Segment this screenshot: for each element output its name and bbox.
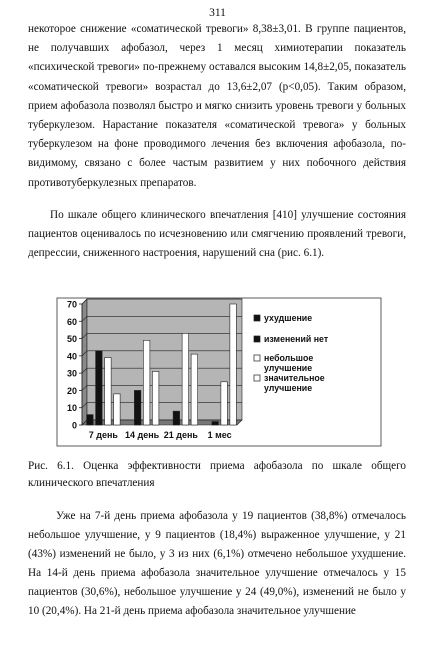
legend-label: небольшое bbox=[264, 353, 314, 363]
x-tick-label: 14 день bbox=[125, 430, 160, 440]
y-tick-label: 30 bbox=[66, 368, 77, 379]
y-tick-label: 40 bbox=[66, 351, 77, 362]
x-tick-label: 7 день bbox=[88, 430, 118, 440]
bar bbox=[230, 304, 237, 425]
x-tick-label: 21 день bbox=[163, 430, 198, 440]
chart-figure bbox=[56, 297, 382, 447]
bar bbox=[212, 422, 219, 425]
bar bbox=[221, 382, 228, 425]
figure-caption: Рис. 6.1. Оценка эффективности приема афобазола по шкале общего клинического впечатления bbox=[28, 460, 406, 489]
bar bbox=[173, 411, 180, 425]
paragraph-1: некоторое снижение «соматической тревоги» 8,38±3,01. В группе пациентов, не получавших афобазол, через 1 месяц химиотерапии показатель «психической тревоги» по-прежнему оставался высоким 14,8±2,05, показатель «соматической тревоги» возрастал до 13,6±2,07 (p<0,05). Таким образом, прием афобазола позволял быстро и мягко снизить уровень тревоги у больных туберкулезом. Нарастание показателя «соматической тревога» у больных туберкулезом на фоне проводимого лечения без включения афобазола, по-видимому, связано с более частым развитием у них побочного действия противотуберкулезных препаратов. bbox=[28, 23, 406, 189]
bar bbox=[143, 340, 150, 425]
bar bbox=[134, 390, 141, 425]
bar bbox=[105, 358, 112, 425]
bar bbox=[182, 333, 189, 425]
y-tick-label: 70 bbox=[66, 299, 77, 310]
paragraph-3: Уже на 7-й день приема афобазола у 19 пациентов (38,8%) отмечалось небольшое улучшение, у 9 пациентов (18,4%) выраженное улучшение, у 21 (43%) изменений не было, у 3 из них (6,1%) отмечено небольшое ухудшение. На 14-й день приема афобазола значительное улучшение отмечалось у 15 пациентов (30,6%), небольшое улучшение у 24 (49,0%), изменений не было у 10 (20,4%). На 21-й день приема афобазола значительное улучшение bbox=[28, 510, 406, 617]
bar bbox=[87, 415, 94, 425]
y-tick-label: 10 bbox=[66, 403, 77, 414]
legend-label: изменений нет bbox=[264, 334, 329, 344]
legend-label: улучшение bbox=[264, 363, 313, 373]
y-tick-label: 60 bbox=[66, 316, 77, 327]
legend-label: значительное bbox=[264, 373, 325, 383]
bar bbox=[191, 354, 198, 425]
bar bbox=[96, 351, 103, 425]
bar-chart bbox=[56, 297, 382, 447]
legend-swatch bbox=[254, 355, 260, 361]
legend-label: улучшение bbox=[264, 383, 313, 393]
bar bbox=[152, 371, 159, 425]
legend-swatch bbox=[254, 336, 260, 342]
page-number: 311 bbox=[209, 7, 226, 19]
legend-swatch bbox=[254, 315, 260, 321]
bar bbox=[114, 394, 121, 425]
y-tick-label: 50 bbox=[66, 334, 77, 345]
paragraph-2: По шкале общего клинического впечатления [410] улучшение состояния пациентов оценивалось по исчезновению или смягчению проявлений тревоги, депрессии, сниженного настроения, нарушений сна (рис. 6.1). bbox=[28, 209, 406, 260]
legend-swatch bbox=[254, 375, 260, 381]
y-tick-label: 0 bbox=[71, 420, 77, 431]
legend-label: ухудшение bbox=[264, 313, 313, 323]
x-tick-label: 1 мес bbox=[207, 430, 232, 440]
y-tick-label: 20 bbox=[66, 385, 77, 396]
side-wall bbox=[82, 299, 87, 425]
